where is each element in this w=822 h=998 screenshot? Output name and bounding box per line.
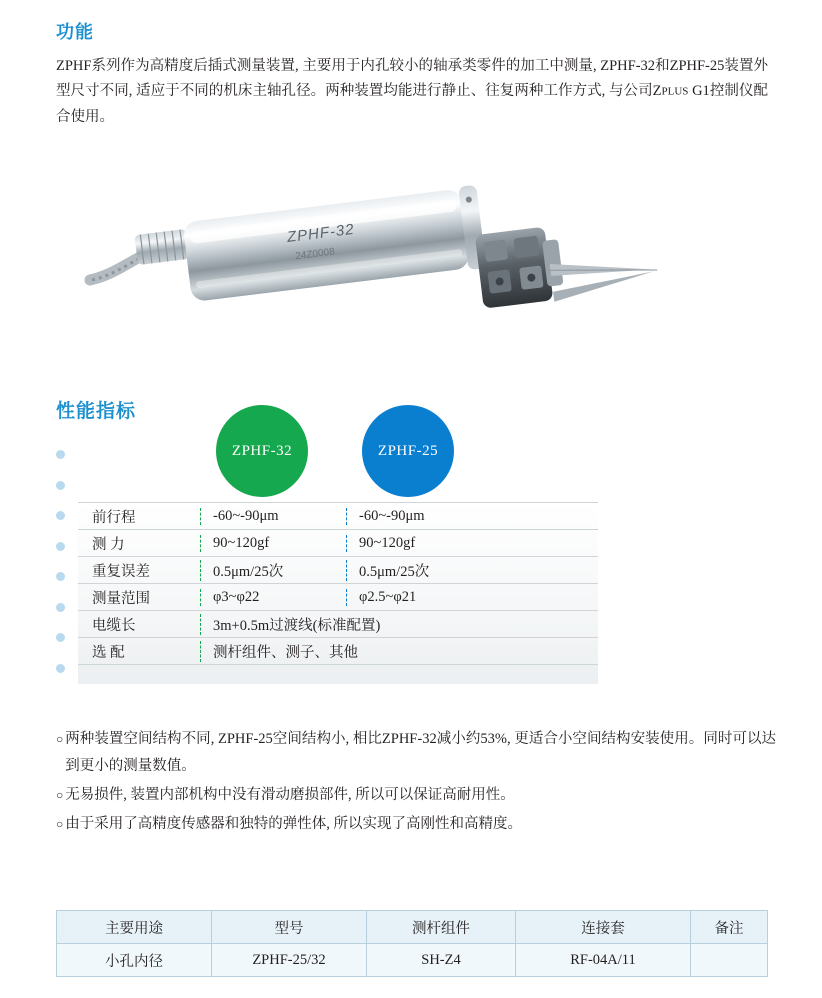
table-cell — [691, 944, 768, 977]
spec-dot — [56, 542, 65, 551]
spec-row — [78, 530, 598, 557]
spec-heading: 性能指标 — [56, 401, 137, 422]
product-photo — [80, 160, 720, 340]
spec-row-label: 测 力 — [92, 536, 125, 553]
spec-row — [78, 557, 598, 584]
spec-row-label: 电缆长 — [92, 617, 136, 634]
list-item — [56, 782, 776, 809]
table-row — [57, 944, 768, 977]
table-header-cell: 主要用途 — [57, 911, 212, 944]
spec-row-value-zphf25: -60~-90μm — [346, 508, 492, 525]
spec-row — [78, 502, 598, 530]
spec-row — [78, 638, 598, 665]
spec-row-label: 选 配 — [92, 644, 125, 661]
spec-row-value-zphf32: -60~-90μm — [200, 508, 346, 525]
spec-dot — [56, 481, 65, 490]
spec-row-label: 重复误差 — [92, 563, 150, 580]
feature-paragraph — [56, 54, 768, 130]
spec-row — [78, 611, 598, 638]
table-header-cell: 备注 — [691, 911, 768, 944]
spec-rows — [78, 502, 598, 665]
spec-dot-column — [56, 450, 74, 694]
table-header-cell: 型号 — [212, 911, 367, 944]
table-header-cell: 测杆组件 — [367, 911, 516, 944]
spec-dot — [56, 450, 65, 459]
spec-row-value-zphf32: 0.5μm/25次 — [200, 560, 346, 581]
spec-dot — [56, 572, 65, 581]
svg-text:ZPHF-32: ZPHF-32 — [286, 220, 356, 247]
bubble-zphf-32: ZPHF-32 — [216, 405, 308, 497]
table-cell: RF-04A/11 — [516, 944, 691, 977]
feature-heading: 功能 — [56, 22, 94, 42]
spec-row-value-zphf32: 90~120gf — [200, 535, 346, 552]
spec-row — [78, 584, 598, 611]
feature-paragraph-main: ZPHF系列作为高精度后插式测量装置, 主要用于内孔较小的轴承类零件的加工中测量, ZPHF-32和ZPHF-25装置外型尺寸不同, 适应于不同的机床主轴孔径。两种装置均能进行静止、往复两种工作方式, 与公司Z — [56, 58, 768, 99]
bubble-zphf-25: ZPHF-25 — [362, 405, 454, 497]
spec-row-value-shared: 测杆组件、测子、其他 — [200, 641, 492, 662]
feature-paragraph-tail: G1控制仪配合使用。 — [56, 83, 768, 125]
spec-dot — [56, 633, 65, 642]
svg-text:24Z0008: 24Z0008 — [294, 246, 336, 263]
spec-dot — [56, 603, 65, 612]
list-item-text: 两种装置空间结构不同, ZPHF-25空间结构小, 相比ZPHF-32减小约53%, 更适合小空间结构安装使用。同时可以达到更小的测量数值。 — [65, 731, 776, 774]
list-item-text: 由于采用了高精度传感器和独特的弹性体, 所以实现了高刚性和高精度。 — [65, 816, 522, 832]
spec-dot — [56, 511, 65, 520]
spec-row-label: 前行程 — [92, 509, 136, 526]
list-item — [56, 811, 776, 838]
spec-table — [56, 400, 616, 690]
spec-dot — [56, 664, 65, 673]
circle-bullet-icon: ○ — [56, 732, 64, 746]
spec-row-value-shared: 3m+0.5m过渡线(标准配置) — [200, 614, 492, 635]
table-cell: ZPHF-25/32 — [212, 944, 367, 977]
table-header-row — [57, 911, 768, 944]
spec-row-value-zphf25: 0.5μm/25次 — [346, 560, 492, 581]
spec-row-value-zphf25: φ2.5~φ21 — [346, 589, 492, 606]
spec-row-value-zphf32: φ3~φ22 — [200, 589, 346, 606]
table-cell: SH-Z4 — [367, 944, 516, 977]
ordering-table — [56, 910, 768, 977]
spec-row-value-zphf25: 90~120gf — [346, 535, 492, 552]
list-item-text: 无易损件, 装置内部机构中没有滑动磨损部件, 所以可以保证高耐用性。 — [65, 787, 515, 803]
spec-row-label: 测量范围 — [92, 590, 150, 607]
table-cell: 小孔内径 — [57, 944, 212, 977]
feature-paragraph-subscript: PLUS — [661, 85, 689, 98]
circle-bullet-icon: ○ — [56, 788, 64, 802]
table-header-cell: 连接套 — [516, 911, 691, 944]
list-item — [56, 726, 776, 780]
circle-bullet-icon: ○ — [56, 817, 64, 831]
bullet-list — [56, 726, 776, 840]
